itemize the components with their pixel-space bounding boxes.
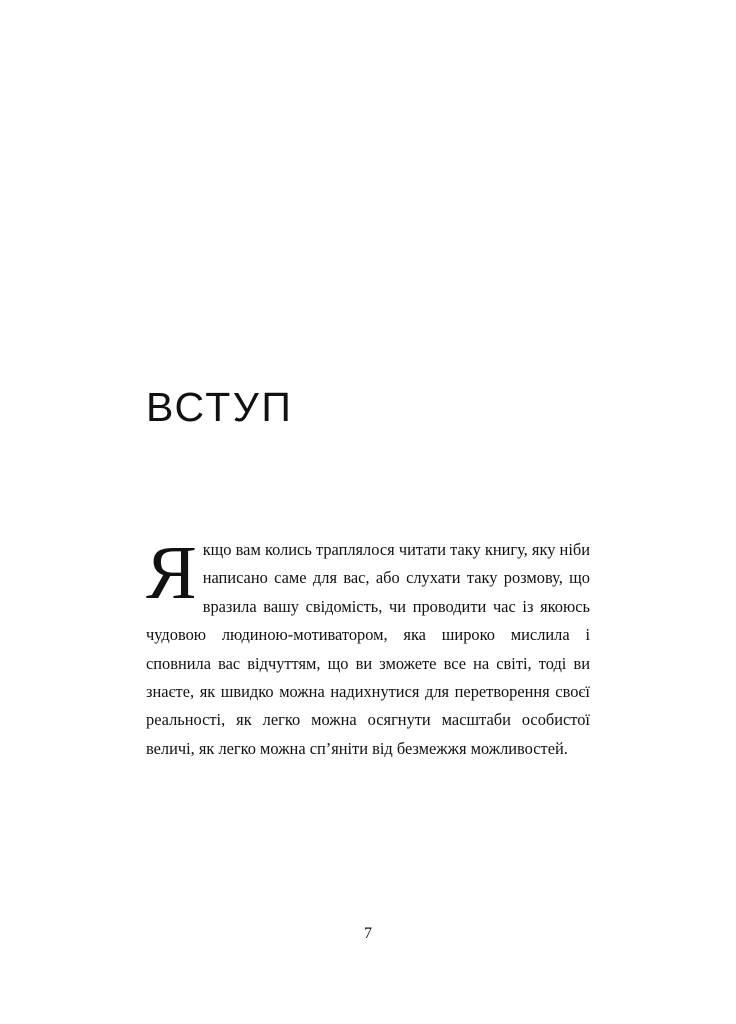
body-paragraph-text: кщо вам колись траплялося читати таку книгу, яку ніби написано саме для вас, або слухати таку розмову, що вразила вашу свідомість, чи проводити час із якоюсь чудовою людиною-мотиватором, яка широко мислила і сповнила вас відчуттям, що ви зможете все на світі, тоді ви знаєте, як швидко можна надихнутися для перетворення своєї реальності, як легко можна осягнути масштаби особистої величі, як легко можна сп’яніти від безмежжя можливостей.: [146, 540, 590, 758]
drop-cap: Я: [146, 531, 197, 615]
page-title: ВСТУП: [146, 384, 294, 431]
body-text-block: [146, 531, 590, 763]
page-number: 7: [364, 925, 372, 942]
body-paragraph: [146, 531, 590, 763]
